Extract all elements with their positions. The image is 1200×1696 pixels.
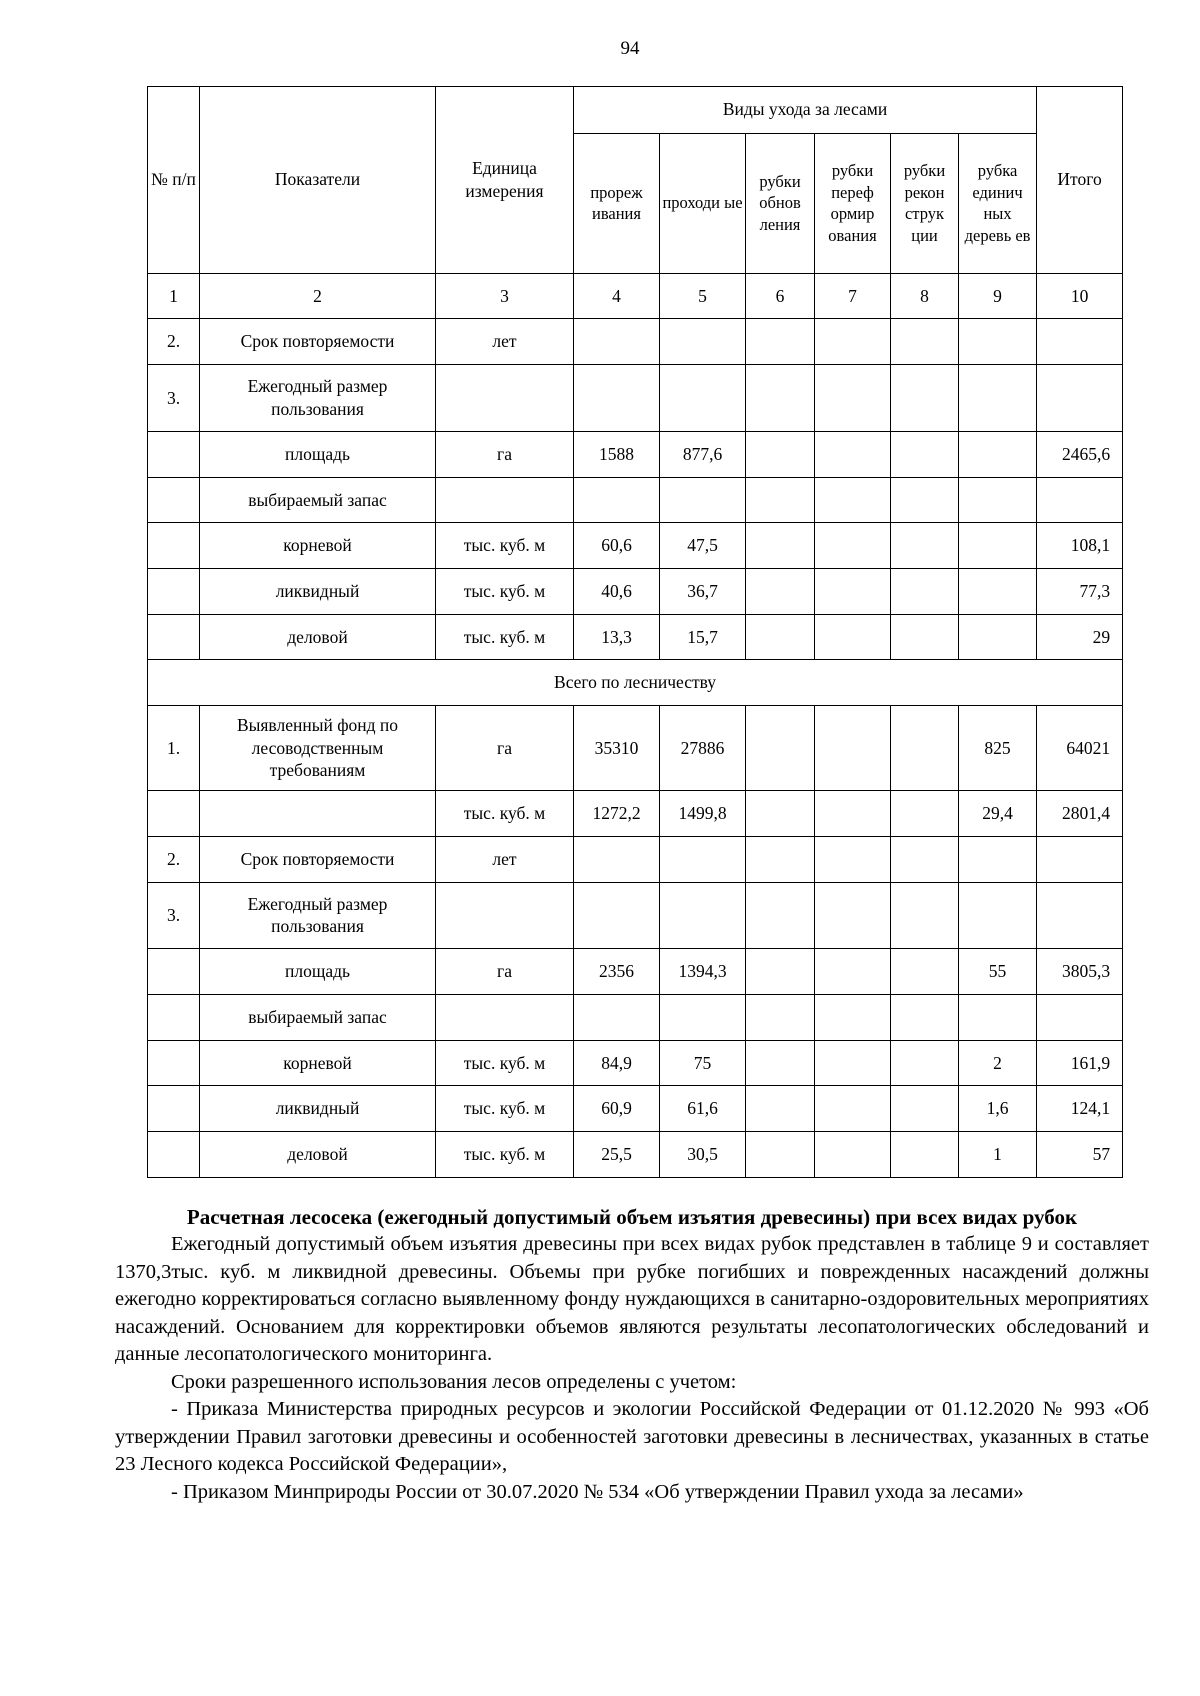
row-indicator: выбираемый запас bbox=[200, 995, 436, 1041]
row-unit: тыс. куб. м bbox=[436, 614, 574, 660]
row-value bbox=[746, 882, 815, 949]
column-number: 9 bbox=[959, 273, 1037, 319]
row-value bbox=[746, 995, 815, 1041]
forest-care-table bbox=[147, 86, 1123, 1178]
table-row bbox=[148, 1086, 1123, 1132]
row-value: 2356 bbox=[574, 949, 660, 995]
row-indicator: площадь bbox=[200, 432, 436, 478]
row-value bbox=[746, 836, 815, 882]
column-number: 6 bbox=[746, 273, 815, 319]
row-unit: га bbox=[436, 432, 574, 478]
row-value bbox=[959, 882, 1037, 949]
row-value: 35310 bbox=[574, 705, 660, 790]
column-number: 1 bbox=[148, 273, 200, 319]
row-value: 2801,4 bbox=[1037, 791, 1123, 837]
table-row bbox=[148, 791, 1123, 837]
table-row bbox=[148, 995, 1123, 1041]
paragraph: Сроки разрешенного использования лесов определены с учетом: bbox=[171, 1370, 737, 1393]
header-passing-cut: проходи ые bbox=[660, 133, 746, 273]
row-unit bbox=[436, 995, 574, 1041]
row-indicator: Ежегодный размер пользования bbox=[200, 882, 436, 949]
row-value bbox=[574, 319, 660, 365]
table-row bbox=[148, 1040, 1123, 1086]
row-value: 75 bbox=[660, 1040, 746, 1086]
row-value: 1 bbox=[959, 1132, 1037, 1178]
row-value bbox=[891, 1040, 959, 1086]
row-value bbox=[746, 477, 815, 523]
row-value bbox=[815, 477, 891, 523]
table-row bbox=[148, 568, 1123, 614]
row-value: 108,1 bbox=[1037, 523, 1123, 569]
row-value bbox=[815, 523, 891, 569]
row-unit: тыс. куб. м bbox=[436, 791, 574, 837]
row-value: 57 bbox=[1037, 1132, 1123, 1178]
row-value bbox=[746, 568, 815, 614]
row-number: 3. bbox=[148, 882, 200, 949]
row-value bbox=[1037, 995, 1123, 1041]
row-value: 1394,3 bbox=[660, 949, 746, 995]
row-number: 3. bbox=[148, 365, 200, 432]
row-indicator: деловой bbox=[200, 1132, 436, 1178]
row-value bbox=[959, 319, 1037, 365]
header-indicators: Показатели bbox=[200, 87, 436, 274]
row-value bbox=[660, 836, 746, 882]
row-value: 2465,6 bbox=[1037, 432, 1123, 478]
row-value bbox=[815, 432, 891, 478]
row-value bbox=[660, 319, 746, 365]
row-unit: лет bbox=[436, 836, 574, 882]
row-value: 2 bbox=[959, 1040, 1037, 1086]
row-number bbox=[148, 1132, 200, 1178]
row-value bbox=[1037, 477, 1123, 523]
row-value bbox=[660, 477, 746, 523]
row-value bbox=[959, 614, 1037, 660]
row-number bbox=[148, 477, 200, 523]
row-value bbox=[1037, 836, 1123, 882]
paragraph: Ежегодный допустимый объем изъятия древесины при всех видах рубок представлен в таблице 9 и составляет 1370,3тыс. куб. м ликвидной древесины. Объемы при рубке погибших и поврежденных насаждений должны ежегодно корректироваться согласно выявленному фонду нуждающихся в санитарно-оздоровительных мероприятиях насаждений. Основанием для корректировки объемов являются результаты лесопатологических обследований и данные лесопатологического мониторинга. bbox=[115, 1233, 1149, 1365]
row-value bbox=[660, 995, 746, 1041]
row-value: 61,6 bbox=[660, 1086, 746, 1132]
row-value: 60,9 bbox=[574, 1086, 660, 1132]
table-row bbox=[148, 319, 1123, 365]
header-num: № п/п bbox=[148, 87, 200, 274]
row-value: 27886 bbox=[660, 705, 746, 790]
row-value bbox=[746, 1086, 815, 1132]
page-number: 94 bbox=[620, 38, 640, 59]
row-value: 77,3 bbox=[1037, 568, 1123, 614]
row-value bbox=[959, 995, 1037, 1041]
header-unit: Единица измерения bbox=[436, 87, 574, 274]
header-forest-care-types: Виды ухода за лесами bbox=[574, 87, 1037, 134]
row-value bbox=[746, 432, 815, 478]
table-row bbox=[148, 705, 1123, 790]
row-value: 15,7 bbox=[660, 614, 746, 660]
row-indicator: Ежегодный размер пользования bbox=[200, 365, 436, 432]
column-number: 2 bbox=[200, 273, 436, 319]
header-total: Итого bbox=[1037, 87, 1123, 274]
row-value: 30,5 bbox=[660, 1132, 746, 1178]
row-number: 2. bbox=[148, 836, 200, 882]
row-value bbox=[815, 1086, 891, 1132]
row-value: 877,6 bbox=[660, 432, 746, 478]
row-unit: тыс. куб. м bbox=[436, 1132, 574, 1178]
section-title: Расчетная лесосека (ежегодный допустимый объем изъятия древесины) при всех видах рубок bbox=[186, 1205, 1078, 1229]
row-value bbox=[891, 614, 959, 660]
row-value: 825 bbox=[959, 705, 1037, 790]
row-value bbox=[815, 568, 891, 614]
table-row bbox=[148, 477, 1123, 523]
table-row bbox=[148, 882, 1123, 949]
row-unit: тыс. куб. м bbox=[436, 1040, 574, 1086]
row-value bbox=[959, 568, 1037, 614]
row-value bbox=[746, 791, 815, 837]
row-value bbox=[746, 365, 815, 432]
row-value bbox=[891, 568, 959, 614]
row-number bbox=[148, 1086, 200, 1132]
row-value: 124,1 bbox=[1037, 1086, 1123, 1132]
row-unit: га bbox=[436, 949, 574, 995]
row-unit bbox=[436, 477, 574, 523]
row-value bbox=[891, 523, 959, 569]
row-number bbox=[148, 791, 200, 837]
row-value bbox=[891, 319, 959, 365]
row-value: 13,3 bbox=[574, 614, 660, 660]
row-value bbox=[815, 836, 891, 882]
row-value: 3805,3 bbox=[1037, 949, 1123, 995]
row-value bbox=[959, 523, 1037, 569]
row-value bbox=[815, 614, 891, 660]
row-value: 1,6 bbox=[959, 1086, 1037, 1132]
row-number bbox=[148, 1040, 200, 1086]
row-indicator: Выявленный фонд по лесоводственным требованиям bbox=[200, 705, 436, 790]
row-value bbox=[1037, 319, 1123, 365]
row-value: 1272,2 bbox=[574, 791, 660, 837]
row-value bbox=[746, 614, 815, 660]
row-value bbox=[746, 1040, 815, 1086]
row-number bbox=[148, 949, 200, 995]
row-number bbox=[148, 432, 200, 478]
row-unit: тыс. куб. м bbox=[436, 523, 574, 569]
row-number bbox=[148, 614, 200, 660]
column-number: 10 bbox=[1037, 273, 1123, 319]
row-value bbox=[574, 836, 660, 882]
row-value: 1499,8 bbox=[660, 791, 746, 837]
row-value bbox=[891, 791, 959, 837]
row-value bbox=[815, 319, 891, 365]
row-value bbox=[815, 1040, 891, 1086]
row-value: 55 bbox=[959, 949, 1037, 995]
row-value bbox=[891, 882, 959, 949]
row-value bbox=[746, 319, 815, 365]
row-unit: тыс. куб. м bbox=[436, 1086, 574, 1132]
header-renewal-cut: рубки обнов ления bbox=[746, 133, 815, 273]
paragraph: - Приказом Минприроды России от 30.07.2020 № 534 «Об утверждении Правил ухода за лесами» bbox=[171, 1480, 1024, 1503]
row-value: 60,6 bbox=[574, 523, 660, 569]
row-value bbox=[891, 995, 959, 1041]
row-value bbox=[815, 882, 891, 949]
row-value bbox=[815, 949, 891, 995]
row-value bbox=[891, 1132, 959, 1178]
row-value bbox=[574, 882, 660, 949]
row-indicator: площадь bbox=[200, 949, 436, 995]
row-value bbox=[891, 477, 959, 523]
body-text bbox=[115, 1204, 1149, 1506]
paragraph: - Приказа Министерства природных ресурсов и экологии Российской Федерации от 01.12.2020 № 993 «Об утверждении Правил заготовки древесины и особенностей заготовки древесины в лесничествах, указанных в статье 23 Лесного кодекса Российской Федерации», bbox=[115, 1398, 1149, 1475]
column-number: 5 bbox=[660, 273, 746, 319]
section-row bbox=[148, 660, 1123, 706]
row-value bbox=[1037, 365, 1123, 432]
row-value bbox=[660, 365, 746, 432]
row-unit bbox=[436, 365, 574, 432]
row-value bbox=[1037, 882, 1123, 949]
row-value: 29,4 bbox=[959, 791, 1037, 837]
column-number: 3 bbox=[436, 273, 574, 319]
row-value bbox=[574, 365, 660, 432]
row-value bbox=[815, 365, 891, 432]
row-value bbox=[574, 477, 660, 523]
row-value bbox=[574, 995, 660, 1041]
row-value: 25,5 bbox=[574, 1132, 660, 1178]
row-value bbox=[746, 949, 815, 995]
row-value bbox=[815, 791, 891, 837]
row-unit: лет bbox=[436, 319, 574, 365]
row-value bbox=[746, 523, 815, 569]
table-row bbox=[148, 523, 1123, 569]
row-indicator: деловой bbox=[200, 614, 436, 660]
row-value: 84,9 bbox=[574, 1040, 660, 1086]
row-indicator: Срок повторяемости bbox=[200, 836, 436, 882]
row-number bbox=[148, 568, 200, 614]
column-number: 7 bbox=[815, 273, 891, 319]
row-value: 40,6 bbox=[574, 568, 660, 614]
row-value bbox=[891, 836, 959, 882]
row-value bbox=[746, 705, 815, 790]
row-value: 47,5 bbox=[660, 523, 746, 569]
row-indicator: Срок повторяемости bbox=[200, 319, 436, 365]
header-reconstruction-cut: рубки рекон струк ции bbox=[891, 133, 959, 273]
row-value bbox=[891, 949, 959, 995]
row-indicator: выбираемый запас bbox=[200, 477, 436, 523]
row-value: 64021 bbox=[1037, 705, 1123, 790]
row-number: 1. bbox=[148, 705, 200, 790]
table-row bbox=[148, 365, 1123, 432]
table-row bbox=[148, 1132, 1123, 1178]
row-indicator: корневой bbox=[200, 523, 436, 569]
row-indicator: ликвидный bbox=[200, 568, 436, 614]
row-value bbox=[891, 365, 959, 432]
row-number bbox=[148, 523, 200, 569]
column-number: 4 bbox=[574, 273, 660, 319]
row-value bbox=[891, 432, 959, 478]
row-value bbox=[959, 477, 1037, 523]
row-value bbox=[746, 1132, 815, 1178]
row-value bbox=[891, 1086, 959, 1132]
row-value bbox=[959, 836, 1037, 882]
row-indicator bbox=[200, 791, 436, 837]
column-number: 8 bbox=[891, 273, 959, 319]
section-label: Всего по лесничеству bbox=[148, 660, 1123, 706]
row-unit: тыс. куб. м bbox=[436, 568, 574, 614]
row-value: 1588 bbox=[574, 432, 660, 478]
header-thinning: прореж ивания bbox=[574, 133, 660, 273]
header-single-tree-cut: рубка единич ных деревь ев bbox=[959, 133, 1037, 273]
row-value bbox=[815, 705, 891, 790]
row-value: 36,7 bbox=[660, 568, 746, 614]
column-number-row bbox=[148, 273, 1123, 319]
row-number: 2. bbox=[148, 319, 200, 365]
header-reformation-cut: рубки переф ормир ования bbox=[815, 133, 891, 273]
row-value bbox=[660, 882, 746, 949]
table-row bbox=[148, 432, 1123, 478]
row-value bbox=[959, 432, 1037, 478]
table-row bbox=[148, 836, 1123, 882]
row-indicator: ликвидный bbox=[200, 1086, 436, 1132]
table-row bbox=[148, 949, 1123, 995]
table-row bbox=[148, 614, 1123, 660]
row-value bbox=[815, 995, 891, 1041]
row-unit bbox=[436, 882, 574, 949]
row-value bbox=[891, 705, 959, 790]
row-value bbox=[959, 365, 1037, 432]
row-number bbox=[148, 995, 200, 1041]
row-unit: га bbox=[436, 705, 574, 790]
row-value: 29 bbox=[1037, 614, 1123, 660]
row-indicator: корневой bbox=[200, 1040, 436, 1086]
row-value: 161,9 bbox=[1037, 1040, 1123, 1086]
row-value bbox=[815, 1132, 891, 1178]
